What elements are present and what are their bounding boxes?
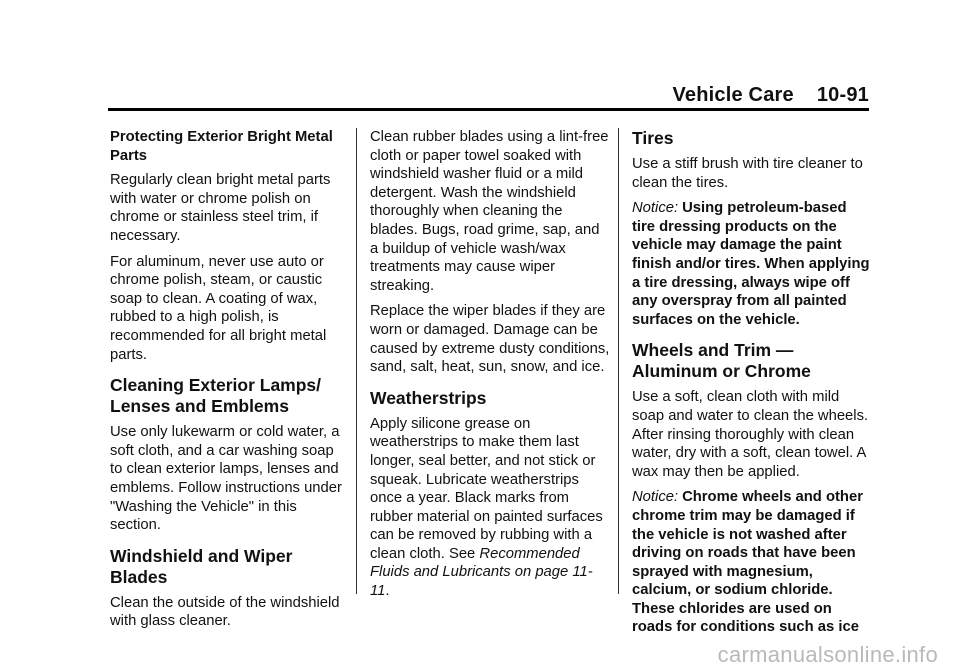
- paragraph-aluminum: For aluminum, never use auto or chrome polish, steam, or caustic soap to clean. A coating of wax, rubbed to a high polish, is recommended for all bright metal parts.: [110, 253, 327, 363]
- reference-link[interactable]: Recommended Fluids and Lubricants on page 11-11: [370, 545, 593, 600]
- heading-windshield-wipers: Windshield and Wiper Blades: [110, 545, 293, 587]
- notice-label: Notice:: [632, 200, 679, 217]
- heading-weatherstrips: Weatherstrips: [370, 387, 487, 408]
- section-heading-bright-metal: Protecting Exterior Bright Metal Parts: [110, 129, 333, 164]
- page-title: Vehicle Care 10-91: [672, 84, 869, 106]
- weatherstrips-end: .: [385, 583, 390, 600]
- header-rule: [108, 108, 869, 111]
- notice-text: Using petroleum-based tire dressing products on the vehicle may damage the paint finish and/or tires. When applying a tire dressing, always wipe off any overspray from all painted surfaces on the vehicle.: [632, 200, 870, 328]
- paragraph-exterior-lamps: Use only lukewarm or cold water, a soft cloth, and a car washing soap to clean exterior lamps, lenses and emblems. Follow instructions under "Washing the Vehicle" in this section.: [110, 424, 342, 534]
- notice-text: Chrome wheels and other chrome trim may be damaged if the vehicle is not washed after driving on roads that have been sprayed with magnesium, calcium, or sodium chloride. These chlorides are used on roads for conditions such as ice: [632, 489, 863, 636]
- column-1: [110, 128, 350, 638]
- page-header: [108, 84, 869, 110]
- heading-tires: Tires: [632, 128, 674, 148]
- paragraph-windshield: Clean the outside of the windshield with glass cleaner.: [110, 594, 340, 630]
- column-divider-1: [356, 128, 357, 594]
- paragraph-bright-metal: Regularly clean bright metal parts with water or chrome polish on chrome or stainless steel trim, if necessary.: [110, 172, 331, 244]
- column-2: [370, 128, 610, 608]
- notice-tire-dressing: [632, 199, 872, 329]
- weatherstrips-text: Apply silicone grease on weatherstrips to make them last longer, seal better, and not stick or squeak. Lubricate weatherstrips once a year. Black marks from rubber material on painted surfaces can be removed by rubbing with a clean cloth. See: [370, 415, 603, 562]
- paragraph-rubber-blades: Clean rubber blades using a lint-free cloth or paper towel soaked with windshield washer fluid or a mild detergent. Wash the windshield thoroughly when cleaning the blades. Bugs, road grime, sap, and a buildup of vehicle wash/wax treatments may cause wiper streaking.: [370, 129, 609, 294]
- notice-label: Notice:: [632, 489, 679, 506]
- column-divider-2: [618, 128, 619, 594]
- paragraph-tires: Use a stiff brush with tire cleaner to clean the tires.: [632, 156, 863, 191]
- paragraph-weatherstrips: [370, 415, 610, 601]
- heading-wheels-trim: Wheels and Trim — Aluminum or Chrome: [632, 340, 811, 382]
- heading-exterior-lamps: Cleaning Exterior Lamps/ Lenses and Emblems: [110, 375, 322, 417]
- notice-chrome-wheels: [632, 488, 872, 637]
- watermark: carmanualsonline.info: [717, 642, 938, 667]
- column-3: [632, 128, 872, 644]
- paragraph-replace-blades: Replace the wiper blades if they are worn or damaged. Damage can be caused by extreme dusty conditions, sand, salt, heat, sun, snow, and ice.: [370, 303, 610, 376]
- paragraph-wheels: Use a soft, clean cloth with mild soap and water to clean the wheels. After rinsing thoroughly with clean water, dry with a soft, clean towel. A wax may then be applied.: [632, 389, 869, 480]
